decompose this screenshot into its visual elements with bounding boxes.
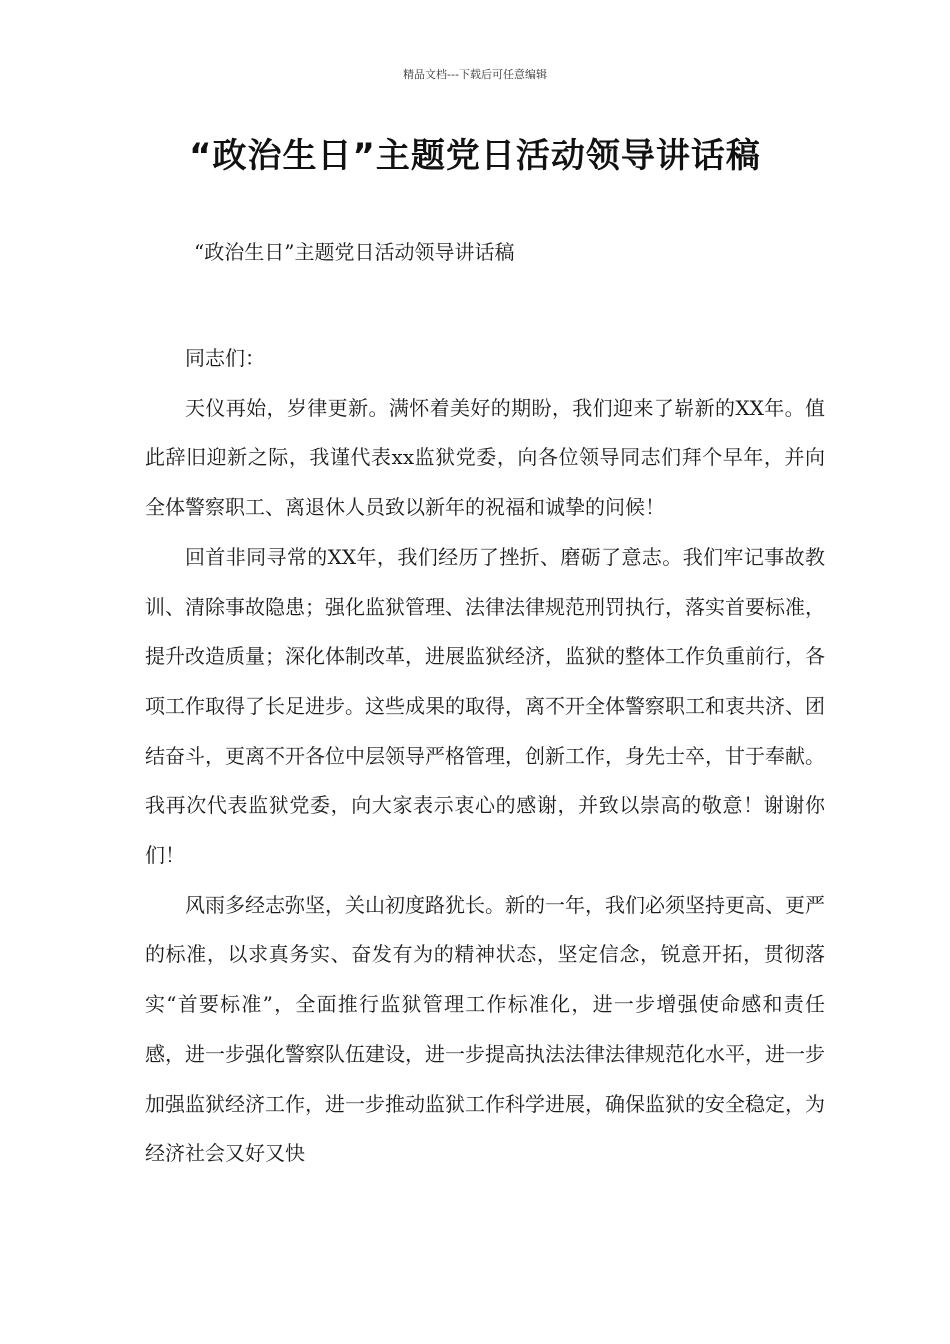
greeting: 同志们： [185,346,265,370]
header-note: 精品文档---下载后可任意编辑 [403,68,547,81]
document-body [145,334,825,1179]
document-title: “政治生日”主题党日活动领导讲话稿 [189,136,761,176]
paragraph-1: 天仪再始，岁律更新。满怀着美好的期盼，我们迎来了崭新的XX年。值此辞旧迎新之际，我谨代表xx监狱党委，向各位领导同志们拜个早年，并向全体警察职工、离退休人员致以新年的祝福和诚挚的问候！ [145,395,825,520]
paragraph-3: 风雨多经志弥坚，关山初度路犹长。新的一年，我们必须坚持更高、更严的标准，以求真务实、奋发有为的精神状态，坚定信念，锐意开拓，贯彻落实“首要标准”，全面推行监狱管理工作标准化，进一步增强使命感和责任感，进一步强化警察队伍建设，进一步提高执法法律法律规范化水平，进一步加强监狱经济工作，进一步推动监狱工作科学进展，确保监狱的安全稳定，为经济社会又好又快 [145,892,825,1166]
document-subtitle: “政治生日”主题党日活动领导讲话稿 [194,240,515,264]
paragraph-2: 回首非同寻常的XX年，我们经历了挫折、磨砺了意志。我们牢记事故教训、清除事故隐患；强化监狱管理、法律法律规范刑罚执行，落实首要标准，提升改造质量；深化体制改革，进展监狱经济，监狱的整体工作负重前行，各项工作取得了长足进步。这些成果的取得，离不开全体警察职工和衷共济、团结奋斗，更离不开各位中层领导严格管理，创新工作，身先士卒，甘于奉献。我再次代表监狱党委，向大家表示衷心的感谢，并致以崇高的敬意！谢谢你们！ [145,544,825,868]
